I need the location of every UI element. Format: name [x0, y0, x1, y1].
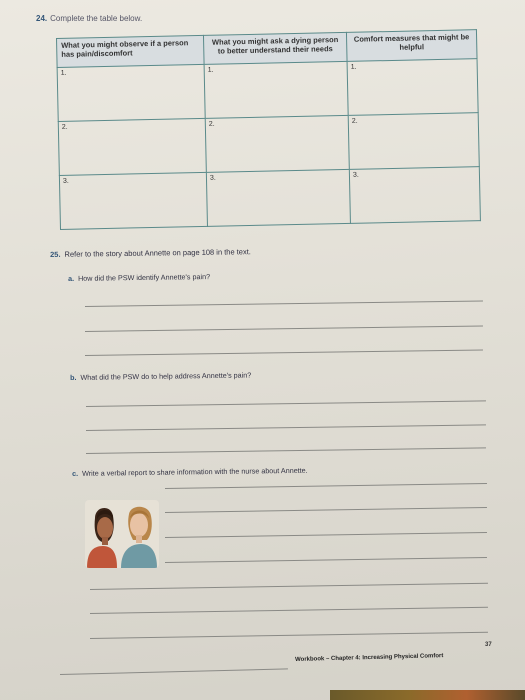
answer-line[interactable] — [165, 507, 487, 513]
table-row — [58, 113, 479, 176]
table-cell[interactable]: 2. — [348, 113, 479, 170]
subquestion-text: Write a verbal report to share information with the nurse about Annette. — [81, 465, 308, 478]
answer-line[interactable] — [90, 632, 488, 639]
footer-rule — [60, 668, 288, 675]
subquestion-letter: c. — [72, 468, 79, 478]
answer-line[interactable] — [85, 300, 483, 307]
table-header: What you might ask a dying person to better understand their needs — [203, 32, 347, 64]
table-cell[interactable]: 2. — [58, 118, 206, 175]
question-25a — [68, 272, 210, 283]
question-prompt: Refer to the story about Annette on page 108 in the text. — [64, 247, 251, 259]
answer-line[interactable] — [86, 447, 486, 454]
table-cell[interactable]: 1. — [57, 64, 205, 121]
answer-line[interactable] — [85, 325, 483, 332]
table-cell[interactable]: 3. — [59, 172, 207, 229]
question-prompt: Complete the table below. — [50, 14, 143, 23]
table-header: What you might observe if a person has pain/discomfort — [57, 35, 205, 67]
subquestion-letter: b. — [70, 372, 77, 382]
background-edge — [330, 690, 525, 700]
question-25c — [72, 466, 308, 478]
answer-line[interactable] — [90, 583, 488, 590]
people-illustration — [85, 500, 159, 568]
question-number: 25. — [50, 249, 61, 259]
table-cell[interactable]: 1. — [204, 61, 348, 118]
answer-line[interactable] — [85, 349, 483, 356]
question-25b — [70, 370, 251, 382]
answer-line[interactable] — [86, 424, 486, 431]
question-24 — [36, 14, 142, 23]
comfort-table-wrapper — [56, 29, 481, 230]
answer-line[interactable] — [90, 607, 488, 614]
table-cell[interactable]: 3. — [206, 169, 350, 226]
answer-line[interactable] — [165, 532, 487, 538]
table-cell[interactable]: 3. — [349, 167, 480, 224]
table-cell[interactable]: 2. — [205, 115, 349, 172]
table-cell[interactable]: 1. — [347, 59, 478, 116]
subquestion-text: What did the PSW do to help address Annette's pain? — [80, 370, 252, 382]
footer-text — [295, 653, 443, 663]
page-number: 37 — [485, 642, 492, 648]
answer-line[interactable] — [86, 400, 486, 407]
comfort-table — [56, 29, 481, 230]
table-header: Comfort measures that might be helpful — [346, 30, 477, 62]
question-25 — [50, 247, 251, 259]
answer-line[interactable] — [165, 557, 487, 563]
footer-title: Workbook – Chapter 4: Increasing Physical Comfort — [295, 653, 444, 663]
subquestion-letter: a. — [68, 273, 75, 283]
table-row — [57, 59, 478, 122]
table-row — [59, 167, 480, 230]
answer-line[interactable] — [165, 483, 487, 489]
nurse-patient-illustration — [85, 500, 159, 568]
subquestion-text: How did the PSW identify Annette's pain? — [77, 272, 211, 283]
question-number: 24. — [36, 14, 48, 23]
